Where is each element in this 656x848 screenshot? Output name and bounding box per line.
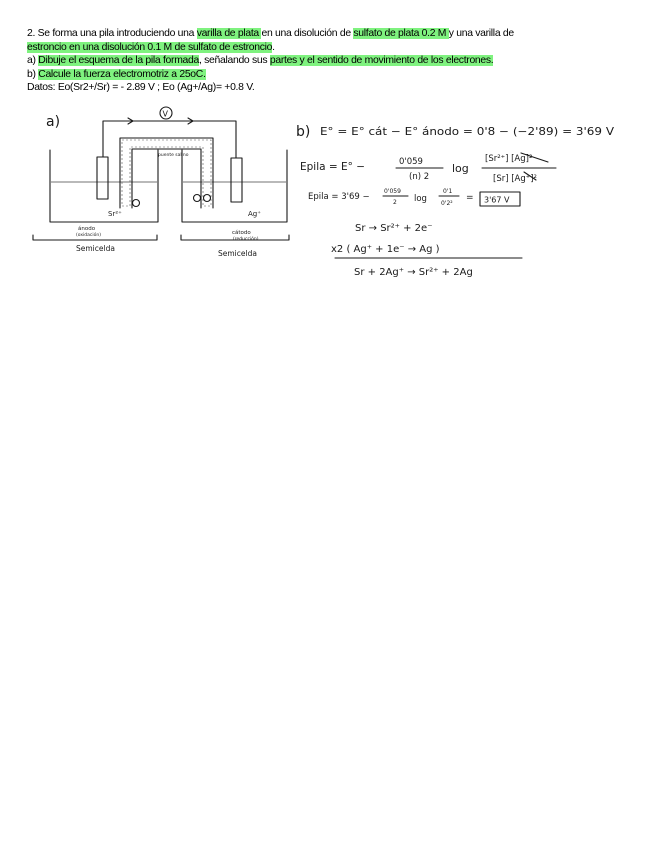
cathode-label: cátodo: [232, 230, 251, 236]
numeric-quotient-den: 0'2²: [441, 200, 453, 207]
highlight-emf: Calcule la fuerza electromotriz a 25oC.: [38, 68, 206, 80]
highlight-silver-sulfate: sulfato de plata 0.2 M: [353, 28, 449, 39]
log-label: log: [452, 162, 469, 175]
problem-text: .: [272, 41, 275, 53]
galvanic-cell-sketch: [33, 107, 289, 258]
numeric-factor-num: 0'059: [384, 188, 401, 195]
sr-ion-label: Sr²⁺: [108, 210, 122, 218]
nernst-lhs: Epila = E° −: [300, 161, 366, 173]
highlight-parts-electrons: partes y el sentido de movimiento de los electrones.: [269, 55, 494, 67]
part-a-label: a): [46, 114, 61, 130]
reduction-half-reaction: x2 ( Ag⁺ + 1e⁻ → Ag ): [331, 244, 440, 255]
part-b-label: b): [296, 124, 311, 140]
problem-text: 2. Se forma una pila introduciendo una: [27, 28, 197, 39]
nernst-factor-num: 0'059: [399, 157, 423, 167]
salt-bridge-label: puente salino: [158, 153, 189, 158]
emf-calculation: [296, 124, 615, 278]
ag-ion-label: Ag⁺: [248, 210, 261, 218]
voltmeter-label: V: [162, 109, 168, 119]
oxidation-half-reaction: Sr → Sr²⁺ + 2e⁻: [355, 223, 433, 234]
anode-label: ánodo: [78, 226, 96, 232]
highlight-strontium: estroncio en una disolución 0.1 M de sulfato de estroncio: [27, 41, 273, 53]
bridge-ion-left: [133, 200, 140, 207]
problem-text: b): [27, 68, 39, 80]
problem-data: Datos: Eo(Sr2+/Sr) = - 2.89 V ; Eo (Ag+/Ag)= +0.8 V.: [27, 82, 255, 94]
numeric-factor-den: 2: [393, 199, 397, 206]
silver-electrode: [231, 158, 242, 202]
problem-text: y una varilla de: [448, 28, 514, 39]
bridge-ion-right: [194, 195, 201, 202]
left-beaker: [50, 150, 158, 222]
log-label: log: [414, 194, 427, 204]
equals-sign: =: [466, 193, 474, 203]
problem-text: a): [27, 55, 39, 67]
highlight-draw-cell: Dibuje el esquema de la pila formada: [38, 55, 199, 67]
numeric-quotient-num: 0'1: [443, 188, 453, 195]
highlight-silver-rod: varilla de plata: [196, 28, 262, 39]
salt-bridge-hatch: [122, 140, 211, 206]
right-half-cell-label: Semicelda: [218, 249, 257, 258]
overall-reaction: Sr + 2Ag⁺ → Sr²⁺ + 2Ag: [354, 267, 473, 278]
right-beaker: [182, 150, 287, 222]
problem-text: en una disolución de: [261, 28, 354, 39]
bridge-ion-right-2: [204, 195, 211, 202]
left-half-cell-label: Semicelda: [76, 244, 115, 253]
anode-sub: (oxidación): [76, 233, 101, 238]
cathode-sub: (reducción): [233, 237, 259, 242]
problem-text: , señalando sus: [198, 55, 270, 67]
standard-emf-equation: E° = E° cát − E° ánodo = 0'8 − (−2'89) = 3'69 V: [320, 126, 615, 138]
strontium-electrode: [97, 157, 108, 199]
salt-bridge: [120, 138, 213, 208]
nernst-factor-den: (n) 2: [409, 172, 430, 182]
result-value: 3'67 V: [484, 195, 510, 205]
quotient-num: [Sr²⁺] [Ag]²: [485, 154, 533, 164]
quotient-den: [Sr] [Ag⁺]²: [493, 174, 537, 184]
numeric-lhs: Epila = 3'69 −: [308, 192, 370, 202]
